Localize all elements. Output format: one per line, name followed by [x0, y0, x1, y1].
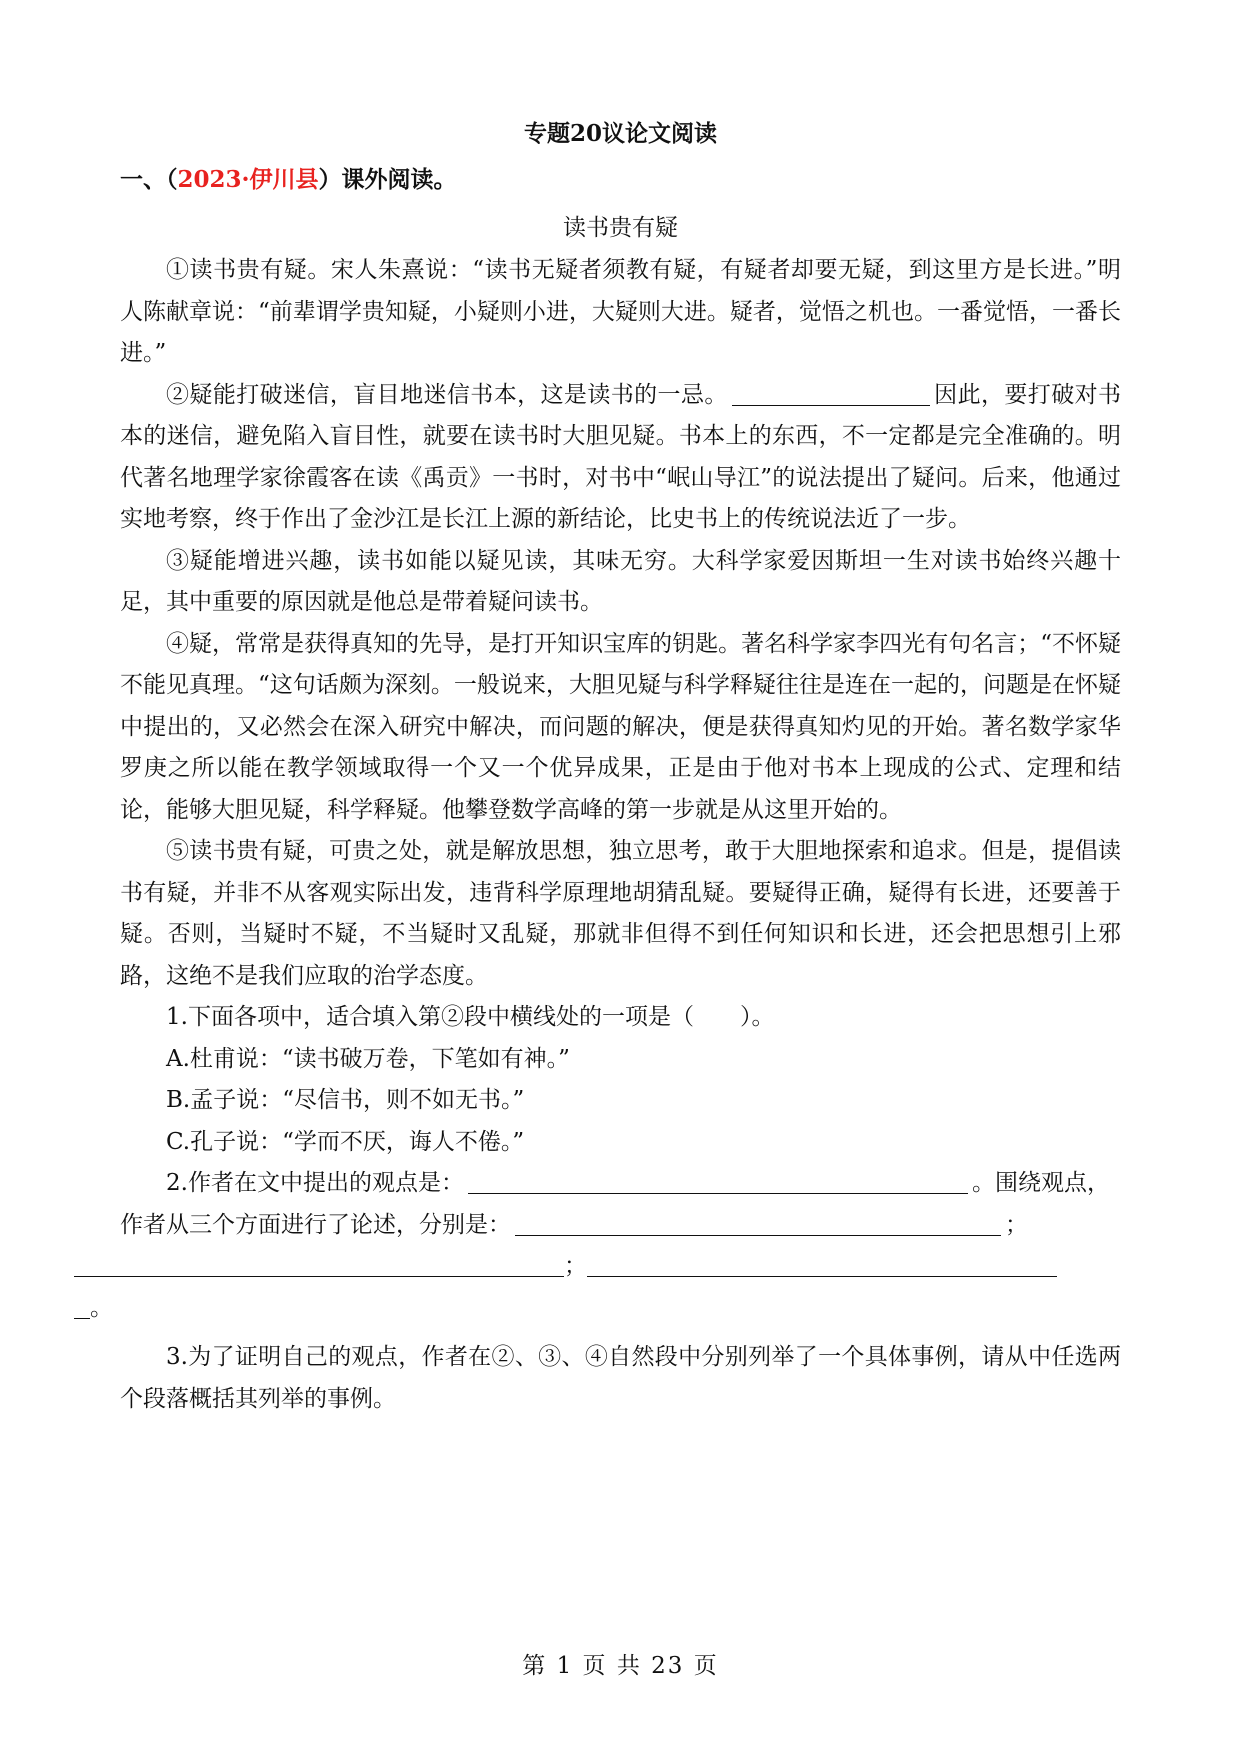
paragraph-2-blank[interactable] [732, 377, 930, 406]
question-3: 3.为了证明自己的观点，作者在②、③、④自然段中分别列举了一个具体事例，请从中任选两个段落概括其列举的事例。 [120, 1344, 1121, 1412]
paragraph-2-part-b: 因此，要打破对书本的迷信，避免陷入盲目性，就要在读书时大胆见疑。书本上的东西，不一定都是完全准确的。明代著名地理学家徐霞客在读《禹贡》一书时，对书中“岷山导江”的说法提出了疑问。后来，他通过实地考察，终于作出了金沙江是长江上源的新结论，比史书上的传统说法近了一步。 [120, 381, 1121, 532]
question-2-sep-1: ； [1005, 1211, 1028, 1238]
page-footer: 第 1 页 共 23 页 [522, 1653, 719, 1679]
question-2-aspect-2-blank[interactable] [74, 1248, 564, 1277]
question-2-part-1: 2.作者在文中提出的观点是： [166, 1170, 464, 1196]
question-2 [90, 1163, 1121, 1329]
question-2-aspect-3-blank[interactable] [587, 1248, 1057, 1277]
paragraph-1: ①读书贵有疑。宋人朱熹说：“读书无疑者须教有疑，有疑者却要无疑，到这里方是长进。”明人陈献章说：“前辈谓学贵知疑，小疑则小进，大疑则大进。疑者，觉悟之机也。一番觉悟，一番长进。” [120, 257, 1121, 366]
paragraph-3: ③疑能增进兴趣，读书如能以疑见读，其味无穷。大科学家爱因斯坦一生对读书始终兴趣十足，其中重要的原因就是他总是带着疑问读书。 [120, 547, 1121, 615]
document-body [90, 250, 1121, 1420]
question-2-sep-2: ； [564, 1253, 587, 1279]
paragraph-4: ④疑，常常是获得真知的先导，是打开知识宝库的钥匙。著名科学家李四光有句名言；“不怀疑不能见真理。“这句话颇为深刻。一般说来，大胆见疑与科学释疑往往是连在一起的，问题是在怀疑中提出的，又必然会在深入研究中解决，而问题的解决，便是获得真知灼见的开始。著名数学家华罗庚之所以能在教学领域取得一个又一个优异成果，正是由于他对书本上现成的公式、定理和结论，能够大胆见疑，科学释疑。他攀登数学高峰的第一步就是从这里开始的。 [120, 630, 1121, 823]
question-1-stem: 1.下面各项中，适合填入第②段中横线处的一项是（ ）。 [166, 1004, 775, 1030]
section-suffix: ）课外阅读。 [318, 166, 457, 193]
section-source: 2023·伊川县 [177, 166, 319, 193]
question-1-option-a: A.杜甫说：“读书破万卷，下笔如有神。” [166, 1045, 570, 1072]
paragraph-2-part-a: ②疑能打破迷信，盲目地迷信书本，这是读书的一忌。 [166, 381, 728, 408]
question-2-end: 。 [90, 1294, 113, 1321]
article-title: 读书贵有疑 [563, 215, 678, 241]
page-title: 专题20议论文阅读 [523, 120, 717, 147]
paragraph-5: ⑤读书贵有疑，可贵之处，就是解放思想，独立思考，敢于大胆地探索和追求。但是，提倡读书有疑，并非不从客观实际出发，违背科学原理地胡猜乱疑。要疑得正确，疑得有长进，还要善于疑。否则，当疑时不疑，不当疑时又乱疑，那就非但得不到任何知识和长进，还会把思想引上邪路，这绝不是我们应取的治学态度。 [120, 838, 1121, 989]
paragraph-2 [120, 375, 1121, 541]
question-2-part-2: 。围绕观点，作者从三个方面进行了论述，分别是： [120, 1170, 1110, 1238]
question-1-option-c: C.孔子说：“学而不厌，诲人不倦。” [166, 1128, 525, 1155]
question-2-viewpoint-blank[interactable] [468, 1165, 968, 1194]
question-2-aspect-1-blank[interactable] [515, 1207, 1001, 1236]
section-prefix: 一、（ [120, 166, 178, 193]
question-1-option-b: B.孟子说：“尽信书，则不如无书。” [166, 1087, 525, 1113]
section-heading [120, 162, 457, 198]
question-2-aspect-3-blank-tail[interactable] [74, 1290, 90, 1319]
